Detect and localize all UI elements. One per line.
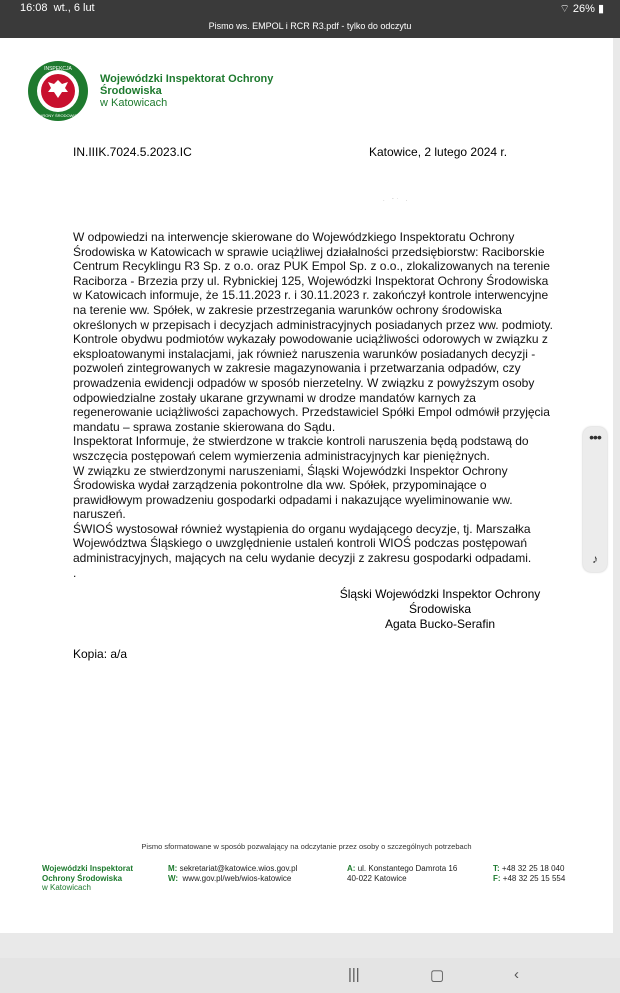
paragraph: Kontrole obydwu podmiotów wykazały powodowanie uciążliwości odorowych w związku z eksploatowanymi instalacjami, jak również naruszenia warunków posiadanych decyzji - pozwoleń zintegrowanych w zakresie magazynowania i przetwarzania odpadów, czy prowadzenia ewidencji odpadów w sposób nierzetelny. W związku z powyższym osoby odpowiedzialne zostały ukarane grzywnami w drodze mandatów karnych za regenerowanie uciążliwości zapachowych. Przedstawiciel Spółki Empol odmówił przyjęcia mandatu – sprawa zostanie skierowana do Sądu. (73, 332, 550, 434)
status-right (559, 2, 604, 16)
paragraph: Inspektorat Informuje, że stwierdzone w trakcie kontroli naruszenia będą podstawą do wszczęcia postępowań celem wymierzenia administracyjnych kar pieniężnych. (73, 434, 529, 463)
footer-contact: M: sekretariat@katowice.wios.gov.pl W: www.gov.pl/web/wios-katowice (168, 864, 298, 883)
audio-note-icon[interactable]: ♪ (592, 552, 598, 566)
footer-phone: T: +48 32 25 18 040 F: +48 32 25 15 554 (493, 864, 566, 883)
paragraph: W odpowiedzi na interwencje skierowane do Wojewódzkiego Inspektoratu Ochrony Środowiska w Katowicach w sprawie uciążliwej działalności przedsiębiorstw: Raciborskie Centrum Recyklingu R3 Sp. z o.o. oraz PUK Empol Sp. z o.o., zlokalizowanych na terenie Raciborza - Brzezia przy ul. Rybnickiej 125, Wojewódzki Inspektorat Ochrony Środowiska w Katowicach informuje, że 15.11.2023 r. i 30.11.2023 r. zakończył kontrole interwencyjne na terenie ww. Spółek, w zakresie przestrzegania warunków ochrony środowiska określonych w przepisach i decyzjach administracyjnych posiadanych przez ww. podmioty. (73, 230, 553, 332)
footer-website[interactable]: www.gov.pl/web/wios-katowice (182, 873, 292, 883)
battery-icon: ▮ (597, 3, 604, 15)
navigation-bar (0, 958, 620, 993)
document-page (0, 38, 613, 933)
organization-name: Wojewódzki Inspektorat Ochrony Środowiska w Katowicach (100, 73, 274, 109)
svg-text:OCHRONY ŚRODOWISKA: OCHRONY ŚRODOWISKA (33, 113, 83, 118)
letter-body (73, 230, 553, 580)
letter-date: Katowice, 2 lutego 2024 r. (369, 145, 508, 159)
document-title-bar (0, 17, 620, 38)
footer-org: Wojewódzki Inspektorat Ochrony Środowiska w Katowicach (42, 864, 133, 892)
wifi-icon: ⌔ (559, 3, 570, 15)
back-icon[interactable]: ‹ (514, 966, 519, 983)
copy-note: Kopia: a/a (73, 647, 128, 661)
status-time: 16:08 wt., 6 lut (20, 2, 95, 14)
home-icon[interactable]: ▢ (430, 967, 445, 984)
more-options-icon[interactable]: ••• (589, 429, 601, 445)
svg-text:INSPEKCJA: INSPEKCJA (44, 66, 72, 72)
paragraph: W związku ze stwierdzonymi naruszeniami, Śląski Wojewódzki Inspektor Ochrony Środowiska wydał zarządzenia pokontrolne dla ww. Spółek, przypominające o prawidłowym prowadzeniu gospodarki odpadami i nakazujące wyeliminowanie ww. naruszeń. (73, 463, 513, 522)
status-bar (0, 0, 620, 17)
redacted-address: · ˉ˙ · (383, 198, 411, 204)
document-title: Pismo ws. EMPOL i RCR R3.pdf - tylko do odczytu (208, 21, 412, 31)
accessibility-note: Pismo sformatowane w sposób pozwalający na odczytanie przez osoby o szczególnych potrzebach (141, 842, 472, 851)
paragraph: . (73, 565, 77, 580)
signature-block: Śląski Wojewódzki Inspektor Ochrony Środowiska Agata Bucko-Serafin (339, 587, 541, 631)
reference-number: IN.IIIK.7024.5.2023.IC (73, 145, 192, 159)
wios-logo (27, 60, 89, 122)
footer-email[interactable]: sekretariat@katowice.wios.gov.pl (179, 864, 298, 873)
footer-address: A: ul. Konstantego Damrota 16 40-022 Katowice (347, 864, 458, 883)
battery-level: 26% (572, 3, 595, 15)
recent-apps-icon[interactable]: ||| (348, 966, 360, 983)
scroll-handle[interactable] (583, 427, 607, 572)
paragraph: ŚWIOŚ wystosował również wystąpienia do organu wydającego decyzje, tj. Marszałka Województwa Śląskiego o uwzględnienie ustaleń kontroli WIOŚ podczas postępowań administracyjnych, mających na celu wydanie decyzji z zakresu gospodarki odpadami. (73, 521, 532, 566)
